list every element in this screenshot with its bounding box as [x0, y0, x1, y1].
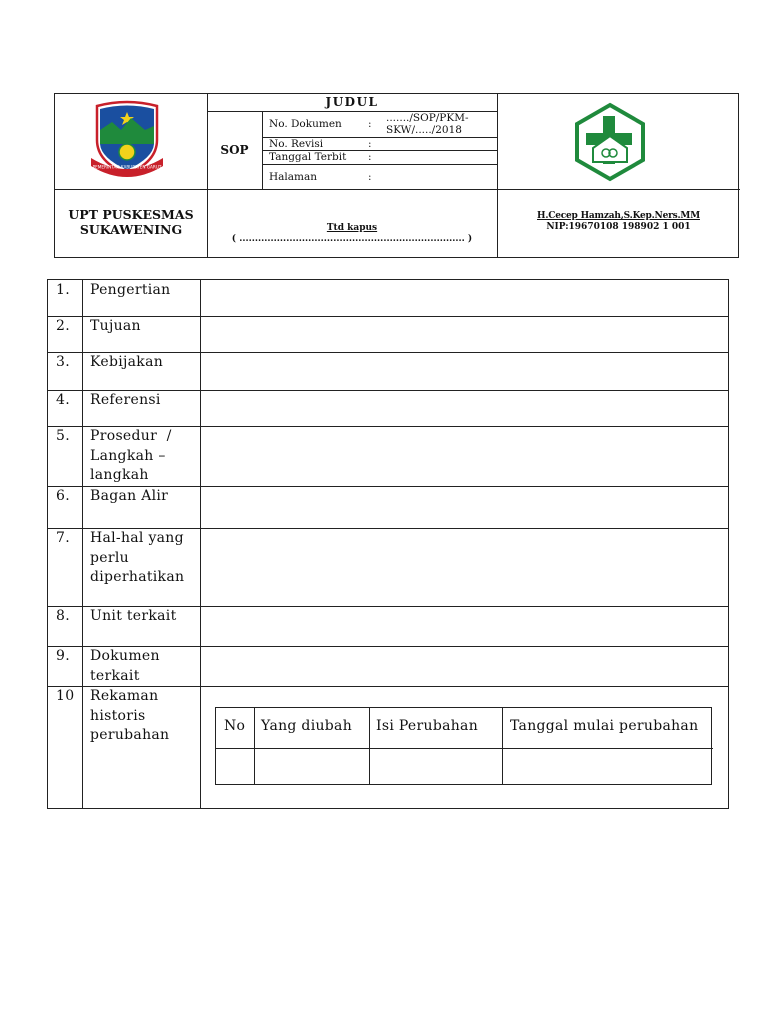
section-number: 6. — [56, 488, 70, 504]
section-label-bagan-alir: Bagan Alir — [90, 488, 169, 504]
signer-name: H.Cecep Hamzah,S.Kep.Ners.MM — [537, 211, 700, 221]
divider — [82, 280, 83, 808]
field-label-no-revisi: No. Revisi — [269, 138, 324, 150]
institution-line-2: SUKAWENING — [79, 222, 183, 237]
sop-label: SOP — [220, 143, 249, 157]
emblem-ribbon-text: PEMERINTAH KABUPATEN GARUT — [92, 164, 162, 170]
history-col-isi-perubahan: Isi Perubahan — [376, 718, 479, 734]
section-label-hal-hal: Hal-hal yang perlu diperhatikan — [90, 530, 185, 585]
history-col-tanggal: Tanggal mulai perubahan — [510, 718, 699, 734]
institution-line-1: UPT PUSKESMAS — [68, 207, 194, 222]
divider — [55, 189, 740, 190]
section-number: 2. — [56, 318, 70, 334]
history-table — [215, 707, 712, 785]
header-box — [54, 93, 739, 258]
section-number: 1. — [56, 282, 70, 298]
ttd-label: Ttd kapus — [326, 223, 378, 233]
divider — [497, 94, 498, 257]
section-label-kebijakan: Kebijakan — [90, 354, 164, 370]
signature-line: ( ........................................................................ ) — [231, 234, 473, 244]
section-label-referensi: Referensi — [90, 392, 161, 408]
divider — [369, 708, 370, 784]
section-label-pengertian: Pengertian — [90, 282, 171, 298]
field-colon: : — [368, 138, 372, 150]
divider — [200, 280, 201, 808]
history-col-no: No — [224, 718, 246, 734]
field-label-halaman: Halaman — [269, 171, 318, 183]
no-dokumen-line-2: SKW/...../2018 — [386, 124, 462, 136]
section-label-rekaman: Rekaman historis perubahan — [90, 688, 170, 743]
section-number: 3. — [56, 354, 70, 370]
document-title: JUDUL — [325, 95, 379, 109]
section-number: 5. — [56, 428, 70, 444]
section-label-tujuan: Tujuan — [90, 318, 141, 334]
field-value-no-dokumen — [386, 112, 469, 136]
divider — [216, 748, 713, 749]
garut-emblem-logo — [87, 100, 167, 182]
section-number: 10 — [56, 688, 75, 704]
no-dokumen-line-1: ......./SOP/PKM- — [386, 112, 469, 124]
institution-name — [55, 207, 207, 237]
section-label-dokumen-terkait: Dokumen terkait — [90, 648, 160, 684]
section-number: 9. — [56, 648, 70, 664]
field-label-no-dokumen: No. Dokumen — [269, 118, 342, 130]
field-colon: : — [368, 151, 372, 163]
divider — [262, 164, 497, 165]
section-label-unit-terkait: Unit terkait — [90, 608, 177, 624]
signer-nip: NIP:19670108 198902 1 001 — [546, 222, 691, 232]
section-number: 8. — [56, 608, 70, 624]
field-colon: : — [368, 171, 372, 183]
section-label-prosedur: Prosedur / Langkah – langkah — [90, 428, 172, 483]
field-label-tanggal-terbit: Tanggal Terbit — [269, 151, 347, 163]
section-number: 4. — [56, 392, 70, 408]
puskesmas-logo — [573, 102, 647, 182]
field-colon: : — [368, 118, 372, 130]
history-col-yang-diubah: Yang diubah — [261, 718, 353, 734]
row-divider — [48, 316, 728, 317]
divider — [502, 708, 503, 784]
divider — [254, 708, 255, 784]
section-number: 7. — [56, 530, 70, 546]
